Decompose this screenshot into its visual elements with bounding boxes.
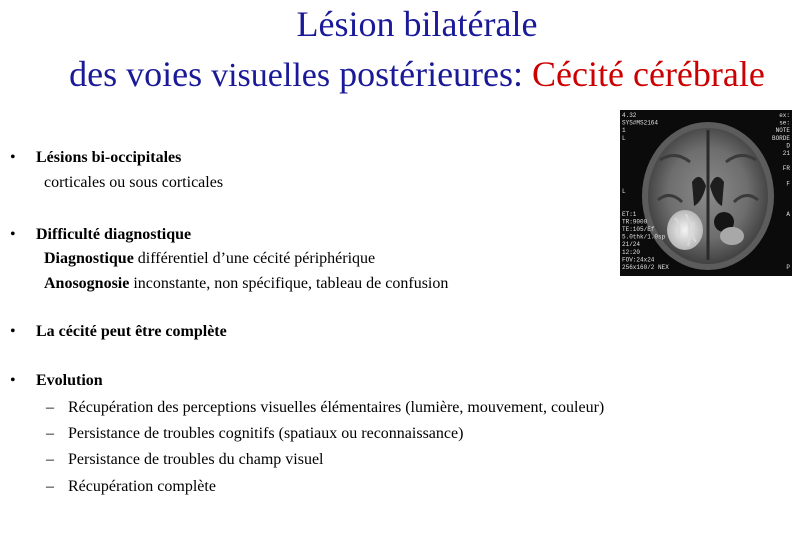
slide-title-line1: Lésion bilatérale	[296, 4, 538, 44]
title-visuelles: visuelles	[211, 57, 331, 94]
mri-overlay-text: P	[786, 264, 790, 271]
mri-overlay-text: ex:	[779, 112, 790, 119]
bullet-dot: •	[10, 372, 16, 389]
evolution-item-4: Récupération complète	[68, 478, 216, 495]
bullet-2-heading: Difficulté diagnostique	[36, 226, 192, 243]
mri-overlay-text: NOTE	[775, 127, 790, 135]
mri-overlay-text: se:	[779, 119, 790, 127]
mri-overlay-text: 12:20	[622, 248, 641, 256]
bold-term: Diagnostique	[44, 250, 134, 267]
bullet-4-heading: Evolution	[36, 372, 103, 389]
bullet-3	[10, 319, 227, 344]
slide-title-line2	[12, 54, 810, 96]
mri-overlay-text: 5.0thk/1.0sp	[622, 233, 666, 241]
bold-term: Anosognosie	[44, 275, 130, 292]
dash-glyph: –	[46, 451, 54, 468]
bullet-1	[10, 145, 181, 170]
bullet-2	[10, 222, 191, 247]
bullet-2-line-2	[44, 271, 448, 297]
mri-overlay-text: 21	[782, 150, 790, 157]
bullet-dot: •	[10, 226, 16, 243]
mri-overlay-text: FR	[782, 165, 790, 173]
mri-overlay-text: ET:1	[622, 210, 637, 218]
mri-overlay-text: SYS#MS2164	[622, 119, 659, 127]
mri-overlay-text: 256x160/2 NEX	[622, 264, 669, 271]
mri-overlay-text: D	[786, 142, 790, 150]
mri-overlay-text: 1	[622, 127, 626, 135]
evolution-item-1: Récupération des perceptions visuelles élémentaires (lumière, mouvement, couleur)	[68, 399, 605, 416]
mri-overlay-text: TE:105/Ef	[622, 226, 655, 233]
dash-glyph: –	[46, 399, 54, 416]
title-middle: postérieures:	[330, 54, 533, 94]
brain-mri-image	[620, 110, 792, 276]
mri-overlay-text: 4.32	[622, 112, 637, 119]
dash-glyph: –	[46, 478, 54, 495]
mri-overlay-text: FOV:24x24	[622, 256, 655, 264]
mri-overlay-text: 21/24	[622, 241, 641, 249]
title-red-text: Cécité cérébrale	[532, 54, 765, 94]
title-prefix: des voies	[69, 54, 212, 94]
dash-glyph: –	[46, 425, 54, 442]
term-description: différentiel d’une cécité périphérique	[133, 250, 376, 267]
bullet-4	[10, 368, 103, 393]
mri-overlay-text: TR:9000	[622, 218, 648, 226]
bullet-dot: •	[10, 149, 16, 166]
bullet-1-heading: Lésions bi-occipitales	[36, 149, 182, 166]
bullet-2-line-1	[44, 246, 375, 272]
evolution-item-2: Persistance de troubles cognitifs (spatiaux ou reconnaissance)	[68, 425, 464, 442]
bullet-3-heading: La cécité peut être complète	[36, 323, 227, 340]
bullet-dot: •	[10, 323, 16, 340]
mri-overlay-text: L	[622, 134, 626, 142]
mri-overlay-text: BORDE	[771, 134, 790, 142]
brain-mri-drawing	[620, 110, 792, 276]
mri-overlay-text: A	[786, 210, 790, 218]
mri-overlay-text: L	[622, 188, 626, 195]
mri-overlay-text: F	[786, 180, 790, 188]
term-description: inconstante, non spécifique, tableau de confusion	[129, 275, 449, 292]
bullet-1-line-1: corticales ou sous corticales	[44, 174, 224, 191]
evolution-item-3: Persistance de troubles du champ visuel	[68, 451, 324, 468]
